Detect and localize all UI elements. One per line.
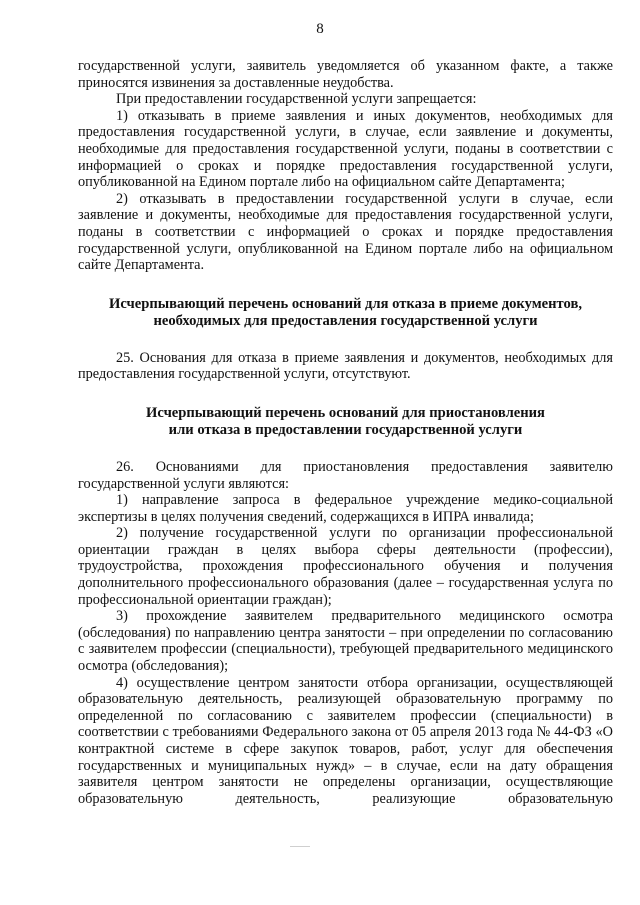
paragraph-prohibition-1: 1) отказывать в приеме заявления и иных документов, необходимых для предоставления государственной услуги, в случае, если заявление и документы, необходимые для предоставления государственной услуги, поданы в соответствии с информацией о сроках и порядке предоставления государственной услуги, опубликованной на Едином портале либо на официальном сайте Департамента; — [78, 107, 613, 191]
section-heading-line: или отказа в предоставлении государственной услуги — [168, 421, 523, 438]
paragraph-prohibition-2: 2) отказывать в предоставлении государственной услуги в случае, если заявление и документы, необходимые для предоставления государственной услуги, поданы в соответствии с информацией о сроках и порядке предоставления государственной услуги, опубликованной на Едином портале либо на официальном сайте Департамента. — [78, 190, 613, 274]
paragraph-prohibitions-intro: При предоставлении государственной услуги запрещается: — [116, 91, 477, 108]
paragraph-26-item-2: 2) получение государственной услуги по организации профессиональной ориентации граждан в целях выбора сферы деятельности (профессии), трудоустройства, прохождения профессионального обучения и получения дополнительного профессионального образования (далее – государственная услуга по профессиональной ориентации граждан); — [78, 525, 613, 608]
scan-mark — [290, 846, 310, 849]
page-number: 8 — [316, 21, 324, 37]
document-body — [78, 58, 613, 807]
paragraph-26-item-4: 4) осуществление центром занятости отбора организации, осуществляющей образовательную деятельность, реализующей образовательную программу по определенной по согласованию с заявителем профессии (специальности) в соответствии с требованиями Федерального закона от 05 апреля 2013 года № 44-ФЗ «О контрактной системе в сфере закупок товаров, работ, услуг для обеспечения государственных и муниципальных нужд» – в случае, если на дату обращения заявителя центром занятости не определены организации, осуществляющие образовательную деятельность, реализующие образовательную — [78, 674, 613, 807]
paragraph-26-item-3: 3) прохождение заявителем предварительного медицинского осмотра (обследования) по направлению центра занятости – при определении по согласованию с заявителем профессии (специальности), требующей предварительного медицинского осмотра (обследования); — [78, 608, 613, 675]
section-heading-line: Исчерпывающий перечень оснований для приостановления — [146, 404, 545, 421]
paragraph-continuation: государственной услуги, заявитель уведомляется об указанном факте, а также приносятся извинения за доставленные неудобства. — [78, 58, 613, 91]
paragraph-26: 26. Основаниями для приостановления предоставления заявителю государственной услуги являются: — [78, 458, 613, 492]
section-heading-refusal-documents — [78, 296, 613, 330]
section-heading-line: Исчерпывающий перечень оснований для отказа в приеме документов, — [109, 295, 582, 312]
section-heading-line: необходимых для предоставления государственной услуги — [153, 312, 538, 329]
paragraph-26-item-1: 1) направление запроса в федеральное учреждение медико-социальной экспертизы в целях получения сведений, содержащихся в ИПРА инвалида; — [78, 492, 613, 525]
paragraph-25: 25. Основания для отказа в приеме заявления и документов, необходимых для предоставления государственной услуги, отсутствуют. — [78, 349, 613, 383]
section-heading-suspension — [78, 405, 613, 439]
